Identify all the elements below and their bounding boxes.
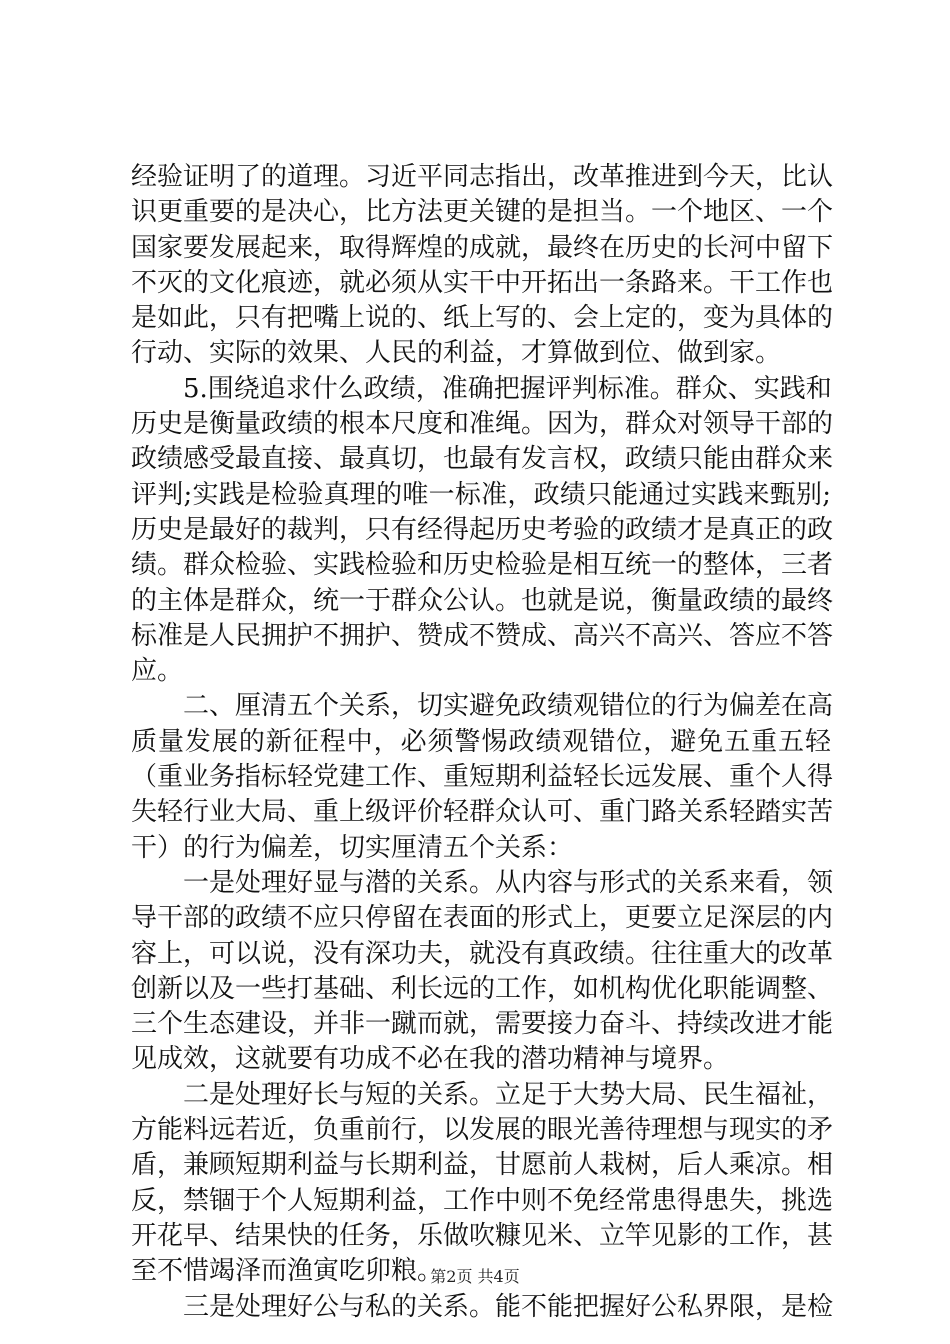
text-line: 导干部的政绩不应只停留在表面的形式上，更要立足深层的内 — [131, 903, 834, 934]
text-line: 是如此，只有把嘴上说的、纸上写的、会上定的，变为具体的 — [131, 303, 834, 334]
text-line: 二、厘清五个关系，切实避免政绩观错位的行为偏差在高 — [131, 691, 834, 722]
text-line: 方能料远若近，负重前行，以发展的眼光善待理想与现实的矛 — [131, 1115, 834, 1146]
text-line: 盾，兼顾短期利益与长期利益，甘愿前人栽树，后人乘凉。相 — [131, 1150, 834, 1181]
text-line: 标准是人民拥护不拥护、赞成不赞成、高兴不高兴、答应不答 — [131, 620, 834, 651]
text-line: 历史是衡量政绩的根本尺度和准绳。因为，群众对领导干部的 — [131, 409, 834, 440]
text-line: 质量发展的新征程中，必须警惕政绩观错位，避免五重五轻 — [131, 726, 831, 757]
text-line: 国家要发展起来，取得辉煌的成就，最终在历史的长河中留下 — [131, 232, 834, 263]
document-body — [131, 160, 834, 1325]
text-line: 绩。群众检验、实践检验和历史检验是相互统一的整体，三者 — [131, 550, 834, 581]
text-line: 识更重要的是决心，比方法更关键的是担当。一个地区、一个 — [131, 197, 834, 228]
page-number: 第2页 共4页 — [430, 1267, 520, 1286]
text-line: 不灭的文化痕迹，就必须从实干中开拓出一条路来。干工作也 — [131, 267, 834, 298]
text-line: （重业务指标轻党建工作、重短期利益轻长远发展、重个人得 — [131, 762, 834, 793]
text-line: 三个生态建设，并非一蹴而就，需要接力奋斗、持续改进才能 — [131, 1009, 834, 1040]
text-line: 二是处理好长与短的关系。立足于大势大局、民生福祉， — [131, 1079, 834, 1110]
text-line: 见成效，这就要有功成不必在我的潜功精神与境界。 — [131, 1044, 730, 1075]
text-line: 三是处理好公与私的关系。能不能把握好公私界限，是检 — [131, 1291, 834, 1322]
text-line: 应。 — [131, 656, 184, 687]
text-line: 的主体是群众，统一于群众公认。也就是说，衡量政绩的最终 — [131, 585, 834, 616]
text-line: 政绩感受最直接、最真切，也最有发言权，政绩只能由群众来 — [131, 444, 834, 475]
text-line: 容上，可以说，没有深功夫，就没有真政绩。往往重大的改革 — [131, 938, 834, 969]
text-line: 评判;实践是检验真理的唯一标准，政绩只能通过实践来甄别; — [131, 479, 831, 510]
text-line: 行动、实际的效果、人民的利益，才算做到位、做到家。 — [131, 338, 782, 369]
text-line: 失轻行业大局、重上级评价轻群众认可、重门路关系轻踏实苦 — [131, 797, 834, 828]
text-line: 至不惜竭泽而渔寅吃卯粮。 — [131, 1256, 444, 1287]
text-line: 干）的行为偏差，切实厘清五个关系： — [131, 832, 574, 863]
text-line: 一是处理好显与潜的关系。从内容与形式的关系来看，领 — [131, 867, 834, 898]
text-line: 经验证明了的道理。习近平同志指出，改革推进到今天，比认 — [131, 162, 834, 192]
text-line: 反，禁锢于个人短期利益，工作中则不免经常患得患失，挑选 — [131, 1185, 834, 1216]
text-line: 历史是最好的裁判，只有经得起历史考验的政绩才是真正的政 — [131, 514, 834, 545]
text-line: 5.围绕追求什么政绩，准确把握评判标准。群众、实践和 — [131, 373, 832, 404]
text-line: 创新以及一些打基础、利长远的工作，如机构优化职能调整、 — [131, 973, 834, 1004]
text-line: 开花早、结果快的任务，乐做吹糠见米、立竿见影的工作，甚 — [131, 1220, 834, 1251]
